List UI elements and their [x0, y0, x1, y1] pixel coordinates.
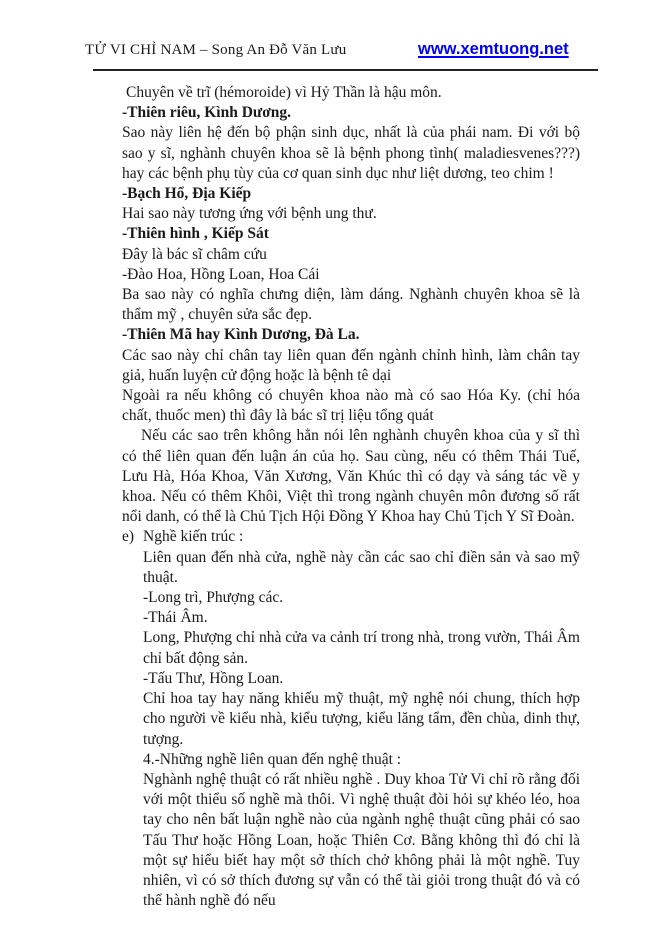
paragraph: Ba sao này có nghĩa chưng diện, làm dáng. Nghành chuyên khoa sẽ là thẩm mỹ , chuyên sửa sắc đẹp. — [122, 286, 580, 324]
website-link[interactable]: www.xemtuong.net — [418, 40, 569, 58]
star-heading: -Thiên riêu, Kình Dương. — [122, 104, 292, 122]
paragraph: Sao này liên hệ đến bộ phận sinh dục, nhất là của phái nam. Đi với bộ sao y sĩ, nghành chuyên khoa sẽ là bệnh phong tình( maladiesvenes???) hay các bệnh phụ tùy của cơ quan sinh dục như liệt dương, teo chim ! — [122, 124, 580, 182]
paragraph: Long, Phượng chỉ nhà cửa va cảnh trí trong nhà, trong vườn, Thái Âm chỉ bất động sản. — [143, 629, 580, 667]
page-header — [85, 40, 585, 64]
paragraph: Đây là bác sĩ châm cứu — [122, 245, 267, 263]
paragraph: Chỉ hoa tay hay năng khiếu mỹ thuật, mỹ nghệ nói chung, thích hợp cho người về kiểu nhà, kiểu tượng, kiểu lăng tẩm, đền chùa, dinh thự, tượng. — [143, 690, 580, 748]
document-title: TỬ VI CHỈ NAM – Song An Đỗ Văn Lưu — [85, 42, 347, 58]
paragraph — [122, 527, 580, 547]
paragraph: Chuyên về trĩ (hémoroide) vì Hỷ Thần là hậu môn. — [126, 84, 442, 101]
paragraph: Hai sao này tương ứng với bệnh ung thư. — [122, 205, 377, 223]
star-heading: -Bạch Hổ, Địa Kiếp — [122, 185, 252, 203]
paragraph: Nếu các sao trên không hẳn nói lên nghành chuyên khoa của y sĩ thì có thể liên quan đến luận án của họ. Sau cùng, nếu có thêm Thái Tuế, Lưu Hà, Hóa Khoa, Văn Xương, Văn Khúc thì có dạy và sáng tác về y khoa. Nếu có thêm Khôi, Việt thì trong ngành chuyên môn đương số rất nổi danh, có thể là Chủ Tịch Hội Đồng Y Khoa hay Chủ Tịch Y Sĩ Đoàn. — [122, 427, 580, 526]
paragraph: Liên quan đến nhà cửa, nghề này cần các sao chỉ điền sản và sao mỹ thuật. — [143, 548, 580, 586]
paragraph: 4.-Những nghề liên quan đến nghệ thuật : — [143, 750, 402, 768]
list-item-label: Nghề kiến trúc : — [143, 528, 244, 546]
document-body — [122, 83, 580, 911]
paragraph: Ngoài ra nếu không có chuyên khoa nào mà có sao Hóa Ky. (chỉ hóa chất, thuốc men) thì đây là bác sĩ trị liệu tổng quát — [122, 387, 580, 425]
paragraph: -Thái Âm. — [143, 609, 208, 627]
paragraph: -Long trì, Phượng các. — [143, 589, 284, 607]
star-heading: -Thiên Mã hay Kình Dương, Đà La. — [122, 326, 360, 344]
paragraph: -Tấu Thư, Hồng Loan. — [143, 669, 284, 687]
paragraph: -Đào Hoa, Hồng Loan, Hoa Cái — [122, 265, 320, 283]
header-divider — [93, 69, 598, 71]
paragraph: Nghành nghệ thuật có rất nhiều nghề . Duy khoa Tử Vi chỉ rõ rằng đối với một thiểu số nghề mà thôi. Vì nghệ thuật đòi hỏi sự khéo léo, hoa tay cho nên bất luận nghề nào của ngành nghệ thuật cũng phải có sao Tấu Thư hoặc Hồng Loan, hoặc Thiên Cơ. Bằng không thì đó chỉ là một sự hiểu biết hay một sở thích chở không phải là một nghề. Tuy nhiên, vì có sở thích đương sự vẫn có thể tài giỏi trong thuật đó và có thể hành nghề đó nếu — [143, 770, 580, 910]
list-marker: e) — [122, 528, 135, 546]
star-heading: -Thiên hình , Kiếp Sát — [122, 225, 269, 243]
paragraph: Các sao này chỉ chân tay liên quan đến ngành chỉnh hình, làm chân tay giả, huấn luyện cử động hoặc là bệnh tê dại — [122, 346, 580, 384]
